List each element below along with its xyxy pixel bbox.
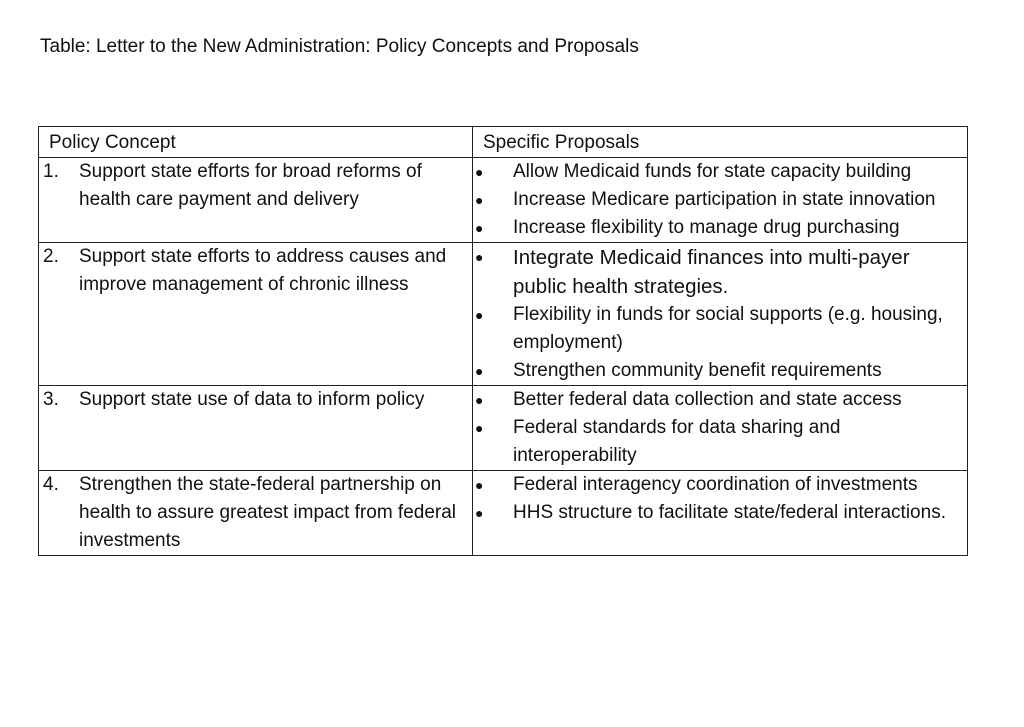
bullet-icon: ● [475,220,484,236]
policy-concept-cell [39,158,473,243]
table-row [39,243,968,386]
proposal-text: Federal standards for data sharing and interoperability [513,417,841,466]
list-item [473,301,967,357]
list-item [473,357,967,385]
bullet-icon: ● [475,249,484,265]
list-item [473,243,967,301]
policy-concept-cell [39,243,473,386]
table-header-row [39,127,968,158]
proposals-list [473,386,967,470]
row-number: 4. [43,474,59,495]
policy-concept-text: Support state efforts to address causes and improve management of chronic illness [79,246,447,295]
proposals-cell [473,243,968,386]
bullet-icon: ● [475,164,484,180]
policy-concept-cell [39,386,473,471]
bullet-icon: ● [475,307,484,323]
proposal-text: Better federal data collection and state access [513,389,902,410]
policy-concept-text: Strengthen the state-federal partnership on health to assure greatest impact from federal investments [79,474,457,551]
list-item [473,499,967,527]
proposals-cell [473,158,968,243]
proposals-list [473,471,967,527]
header-policy-concept: Policy Concept [39,127,473,158]
bullet-icon: ● [475,363,484,379]
policy-concept-text: Support state use of data to inform policy [79,389,425,410]
proposals-list [473,243,967,385]
document-title: Table: Letter to the New Administration: Policy Concepts and Proposals [40,36,639,57]
proposal-text: Flexibility in funds for social supports (e.g. housing, employment) [513,304,943,353]
row-number: 3. [43,389,59,410]
row-number: 1. [43,161,59,182]
table-row [39,158,968,243]
bullet-icon: ● [475,477,484,493]
bullet-icon: ● [475,505,484,521]
list-item [473,471,967,499]
proposal-text: Integrate Medicaid finances into multi-payer public health strategies. [513,246,910,298]
policy-table [38,126,968,556]
list-item [473,186,967,214]
proposal-text: Increase Medicare participation in state innovation [513,189,936,210]
policy-concept-cell [39,471,473,556]
policy-concept-text: Support state efforts for broad reforms of health care payment and delivery [79,161,422,210]
proposal-text: HHS structure to facilitate state/federal interactions. [513,502,946,523]
proposals-list [473,158,967,242]
bullet-icon: ● [475,392,484,408]
proposal-text: Allow Medicaid funds for state capacity building [513,161,912,182]
header-specific-proposals: Specific Proposals [473,127,968,158]
list-item [473,214,967,242]
proposals-cell [473,386,968,471]
list-item [473,386,967,414]
proposal-text: Federal interagency coordination of investments [513,474,918,495]
bullet-icon: ● [475,192,484,208]
list-item [473,158,967,186]
proposal-text: Strengthen community benefit requirements [513,360,882,381]
proposal-text: Increase flexibility to manage drug purchasing [513,217,900,238]
proposals-cell [473,471,968,556]
table-row [39,471,968,556]
row-number: 2. [43,246,59,267]
list-item [473,414,967,470]
bullet-icon: ● [475,420,484,436]
table-row [39,386,968,471]
